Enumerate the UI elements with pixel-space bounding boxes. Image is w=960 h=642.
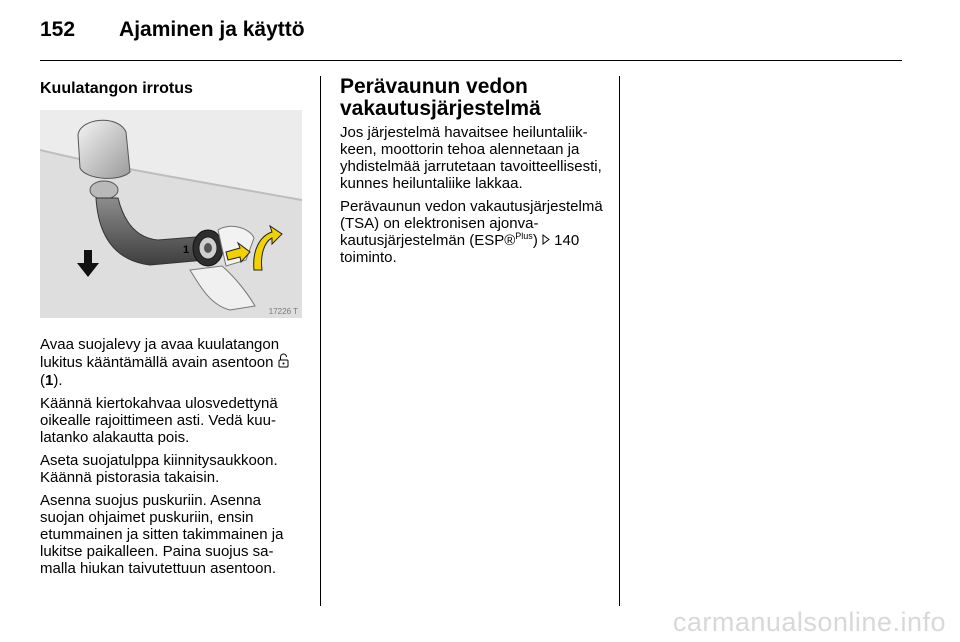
towbar-drawing [40,110,302,318]
paragraph-4: Asenna suojus puskuriin. Asenna suojan ohjaimet puskuriin, ensin etummainen ja sitten takimmainen ja lukitse paikalleen. Paina suojus samalla hiukan taivutettuun asentoon. [40,492,284,577]
header-rule [40,60,902,61]
paragraph-1-paren-open: ( [40,372,45,389]
section-title-trailer-stability: Perävaunun vedon vakautusjärjestelmä [340,75,541,120]
section-title-towbar-removal: Kuulatangon irrotus [40,80,193,97]
paragraph-tsa-2-text: Perävaunun vedon vakautusjärjestelmä (TSA) on elektronisen ajonvakautusjärjestelmän (ESP® [340,198,603,249]
paragraph-1-paren-close: ). [53,372,63,389]
page-number: 152 [40,18,76,41]
page-reference-icon [542,232,550,249]
paragraph-3: Aseta suojatulppa kiinnitysaukkoon. Käännä pistorasia takaisin. [40,452,278,486]
paragraph-1-text: Avaa suojalevy ja avaa kuulatangon lukitus kääntämällä avain asentoon [40,336,280,371]
column-divider-1 [320,76,321,606]
paragraph-tsa-2-close: ) [532,232,542,249]
svg-text:1: 1 [183,244,190,256]
unlock-icon [278,353,289,372]
esp-superscript: Plus [515,231,533,241]
page-header [40,18,305,42]
key-position-number: 1 [45,372,54,389]
paragraph-tsa-2 [340,198,612,266]
left-column [40,76,302,583]
paragraph-tsa-1: Jos järjestelmä havaitsee heiluntaliikkeen, moottorin tehoa alennetaan ja yhdistelmää jarrutetaan tavoitteellisesti, kunnes heiluntaliike lakkaa. [340,124,602,192]
towbar-illustration [40,110,302,318]
watermark: carmanualsonline.info [672,607,946,637]
left-body [40,336,302,577]
page-reference-text: 140 toiminto. [340,232,580,266]
figure-code: 17226 T [268,307,298,316]
paragraph-2: Käännä kiertokahvaa ulosvedettynä oikealle rajoittimeen asti. Vedä kuulatanko alakautta pois. [40,395,278,446]
column-divider-2 [619,76,620,606]
paragraph-1 [40,336,302,389]
chapter-title: Ajaminen ja käyttö [119,18,305,41]
right-column [340,76,612,272]
